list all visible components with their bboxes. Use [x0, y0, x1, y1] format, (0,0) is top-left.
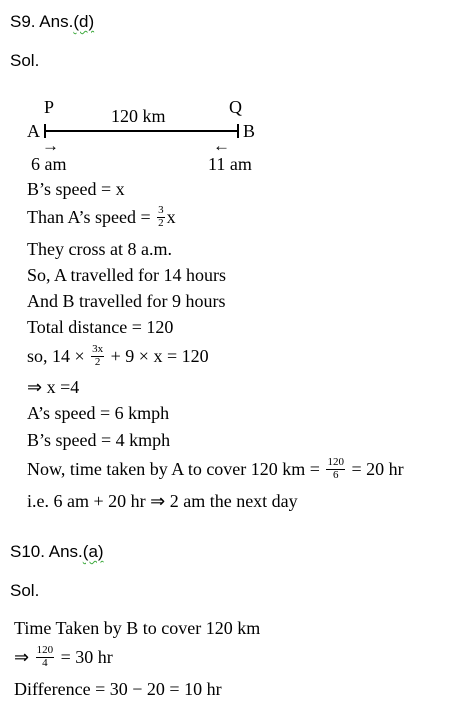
s9-line-9: A’s speed = 6 kmph	[27, 403, 170, 423]
s10-label: S10. Ans.	[10, 542, 83, 561]
s9-line-7	[27, 341, 209, 371]
fraction-denominator: 4	[42, 656, 48, 669]
fraction-denominator: 2	[158, 216, 164, 229]
s10-heading	[10, 543, 104, 560]
right-arrow-icon: →	[42, 136, 59, 155]
s10-line-2-text: ⇒	[14, 647, 34, 667]
s10-answer: (a)	[82, 542, 104, 561]
s9-line-2-fraction	[157, 205, 165, 229]
s10-line-2	[14, 642, 113, 672]
s9-line-2-text: Than A’s speed =	[27, 207, 156, 227]
s9-heading	[10, 13, 94, 30]
s9-answer: (d)	[73, 12, 95, 31]
s9-line-5: And B travelled for 9 hours	[27, 291, 226, 311]
fraction-denominator: 2	[94, 355, 101, 368]
s9-line-1: B’s speed = x	[27, 179, 125, 199]
right-tick	[237, 124, 239, 138]
s10-line-2-fraction	[36, 645, 55, 669]
s10-line-3: Difference = 30 − 20 = 10 hr	[14, 679, 222, 699]
s9-line-3: They cross at 8 a.m.	[27, 239, 172, 259]
a-start-time: 6 am	[31, 154, 67, 174]
s9-line-2-suffix: x	[166, 207, 176, 227]
s9-line-11-suffix: = 20 hr	[346, 459, 404, 479]
point-p-label: P	[44, 97, 55, 117]
s9-label: S9. Ans.	[10, 12, 74, 31]
fraction-numerator: 3x	[92, 342, 104, 355]
s9-line-7-fraction	[91, 344, 104, 368]
distance-line	[44, 130, 238, 132]
fraction-numerator: 120	[327, 455, 344, 468]
s9-line-8: ⇒ x =4	[27, 377, 80, 397]
s9-sol-label: Sol.	[10, 51, 40, 70]
point-q-label: Q	[229, 97, 242, 117]
left-arrow-icon: ←	[213, 136, 230, 155]
b-start-time: 11 am	[208, 154, 252, 174]
fraction-numerator: 120	[36, 643, 54, 656]
s9-line-12: i.e. 6 am + 20 hr ⇒ 2 am the next day	[27, 491, 298, 511]
s9-line-10: B’s speed = 4 kmph	[27, 430, 171, 450]
s10-line-2-suffix: = 30 hr	[56, 647, 113, 667]
s9-line-11-text: Now, time taken by A to cover 120 km =	[27, 459, 325, 479]
s9-line-2	[27, 203, 176, 231]
s9-line-11-fraction	[326, 457, 345, 481]
s10-line-1: Time Taken by B to cover 120 km	[14, 618, 261, 638]
point-b-label: B	[243, 121, 256, 141]
s10-sol-label: Sol.	[10, 581, 40, 600]
fraction-numerator: 3	[158, 203, 164, 216]
distance-label: 120 km	[111, 106, 166, 126]
s9-line-4: So, A travelled for 14 hours	[27, 265, 226, 285]
point-a-label: A	[27, 121, 40, 141]
s9-line-7-suffix: + 9 × x = 120	[106, 346, 209, 366]
s9-line-6: Total distance = 120	[27, 317, 174, 337]
s9-line-11	[27, 454, 404, 484]
s9-line-7-text: so, 14 ×	[27, 346, 90, 366]
fraction-denominator: 6	[332, 468, 339, 481]
